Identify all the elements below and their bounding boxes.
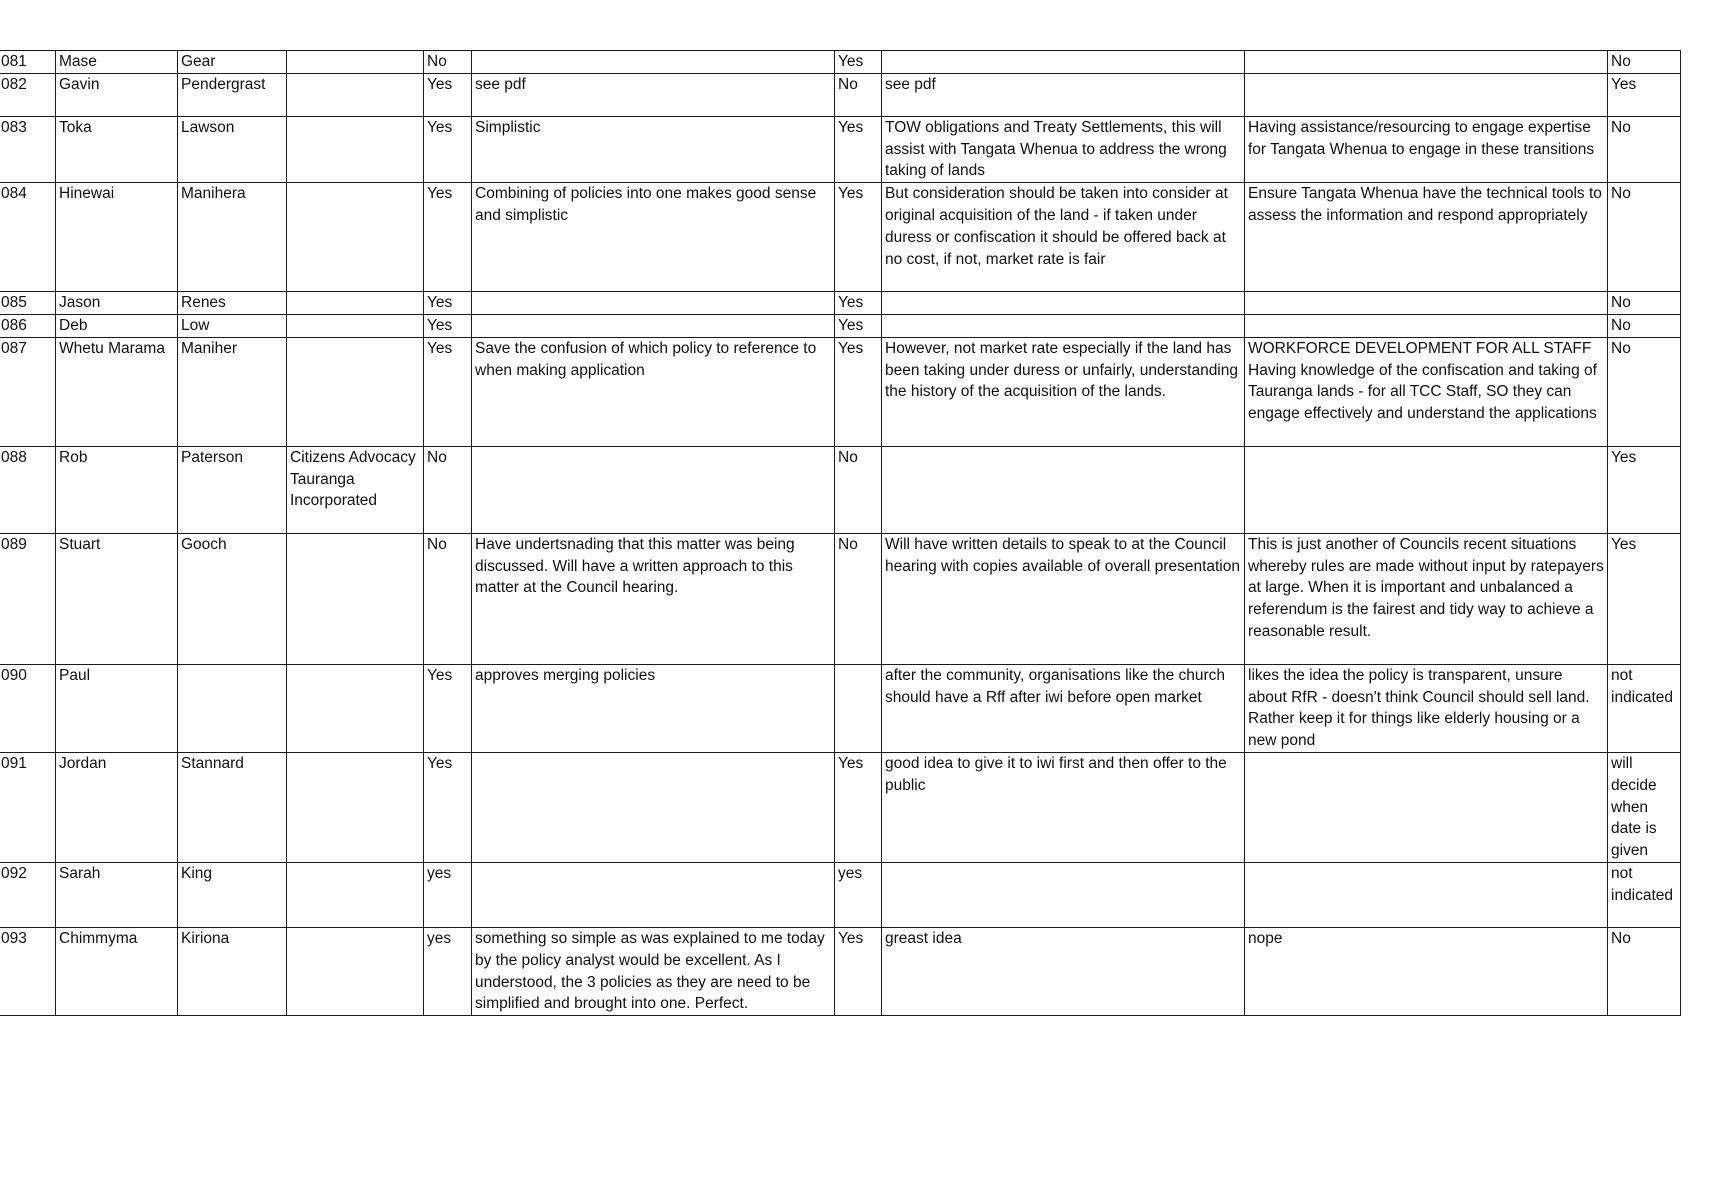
q2-answer-cell: No: [835, 533, 882, 664]
q3-comment-cell: [1245, 73, 1608, 116]
q3-comment-cell: [1245, 51, 1608, 74]
last-name-cell: Stannard: [178, 752, 287, 862]
first-name-cell: Paul: [56, 664, 178, 752]
q3-comment-cell: [1245, 862, 1608, 927]
q2-answer-cell: Yes: [835, 116, 882, 182]
q1-comment-cell: [472, 314, 835, 337]
table-row: [0, 314, 1681, 337]
last-name-cell: Gooch: [178, 533, 287, 664]
q1-answer-cell: No: [424, 446, 472, 533]
q1-answer-cell: Yes: [424, 73, 472, 116]
q3-comment-cell: nope: [1245, 927, 1608, 1015]
organisation-cell: [287, 51, 424, 74]
speak-at-hearing-cell: Yes: [1608, 73, 1681, 116]
first-name-cell: Chimmyma: [56, 927, 178, 1015]
speak-at-hearing-cell: Yes: [1608, 446, 1681, 533]
q2-comment-cell: [882, 446, 1245, 533]
last-name-cell: Manihera: [178, 183, 287, 292]
q1-comment-cell: Have undertsnading that this matter was being discussed. Will have a written approach to this matter at the Council hearing.: [472, 533, 835, 664]
q1-comment-cell: something so simple as was explained to me today by the policy analyst would be excellent. As I understood, the 3 policies as they are need to be simplified and brought into one. Perfect.: [472, 927, 835, 1015]
last-name-cell: Gear: [178, 51, 287, 74]
q1-answer-cell: yes: [424, 862, 472, 927]
organisation-cell: [287, 183, 424, 292]
q2-comment-cell: see pdf: [882, 73, 1245, 116]
submitter-id-cell: 082: [0, 73, 56, 116]
organisation-cell: [287, 927, 424, 1015]
q2-answer-cell: No: [835, 73, 882, 116]
last-name-cell: Lawson: [178, 116, 287, 182]
q3-comment-cell: [1245, 314, 1608, 337]
first-name-cell: Whetu Marama: [56, 337, 178, 446]
q2-answer-cell: [835, 664, 882, 752]
table-row: [0, 116, 1681, 182]
q3-comment-cell: [1245, 446, 1608, 533]
table-row: [0, 73, 1681, 116]
submitter-id-cell: 090: [0, 664, 56, 752]
first-name-cell: Rob: [56, 446, 178, 533]
q2-comment-cell: [882, 314, 1245, 337]
first-name-cell: Hinewai: [56, 183, 178, 292]
q1-comment-cell: approves merging policies: [472, 664, 835, 752]
table-row: [0, 752, 1681, 862]
speak-at-hearing-cell: No: [1608, 337, 1681, 446]
submissions-table: [0, 50, 1681, 1016]
q3-comment-cell: WORKFORCE DEVELOPMENT FOR ALL STAFF Having knowledge of the confiscation and taking of Tauranga lands - for all TCC Staff, SO they can engage effectively and understand the applications: [1245, 337, 1608, 446]
first-name-cell: Sarah: [56, 862, 178, 927]
q1-comment-cell: [472, 446, 835, 533]
speak-at-hearing-cell: not indicated: [1608, 664, 1681, 752]
submitter-id-cell: 083: [0, 116, 56, 182]
q2-answer-cell: Yes: [835, 752, 882, 862]
q1-comment-cell: [472, 292, 835, 315]
submitter-id-cell: 084: [0, 183, 56, 292]
speak-at-hearing-cell: No: [1608, 292, 1681, 315]
q3-comment-cell: Ensure Tangata Whenua have the technical tools to assess the information and respond appropriately: [1245, 183, 1608, 292]
q1-answer-cell: Yes: [424, 183, 472, 292]
q2-answer-cell: Yes: [835, 337, 882, 446]
speak-at-hearing-cell: No: [1608, 116, 1681, 182]
q1-answer-cell: Yes: [424, 292, 472, 315]
last-name-cell: Pendergrast: [178, 73, 287, 116]
submitter-id-cell: 092: [0, 862, 56, 927]
q2-comment-cell: [882, 51, 1245, 74]
submitter-id-cell: 088: [0, 446, 56, 533]
organisation-cell: [287, 292, 424, 315]
q2-comment-cell: However, not market rate especially if the land has been taking under duress or unfairly, understanding the history of the acquisition of the lands.: [882, 337, 1245, 446]
q1-comment-cell: [472, 752, 835, 862]
q1-answer-cell: Yes: [424, 664, 472, 752]
q1-comment-cell: [472, 51, 835, 74]
q2-answer-cell: No: [835, 446, 882, 533]
speak-at-hearing-cell: will decide when date is given: [1608, 752, 1681, 862]
q1-comment-cell: Combining of policies into one makes good sense and simplistic: [472, 183, 835, 292]
q2-comment-cell: Will have written details to speak to at the Council hearing with copies available of overall presentation: [882, 533, 1245, 664]
q2-answer-cell: yes: [835, 862, 882, 927]
organisation-cell: [287, 664, 424, 752]
q2-comment-cell: [882, 292, 1245, 315]
first-name-cell: Deb: [56, 314, 178, 337]
q2-comment-cell: after the community, organisations like the church should have a Rff after iwi before open market: [882, 664, 1245, 752]
q2-comment-cell: good idea to give it to iwi first and then offer to the public: [882, 752, 1245, 862]
q3-comment-cell: Having assistance/resourcing to engage expertise for Tangata Whenua to engage in these transitions: [1245, 116, 1608, 182]
submitter-id-cell: 081: [0, 51, 56, 74]
first-name-cell: Mase: [56, 51, 178, 74]
table-row: [0, 337, 1681, 446]
organisation-cell: [287, 533, 424, 664]
submitter-id-cell: 087: [0, 337, 56, 446]
q1-answer-cell: Yes: [424, 752, 472, 862]
last-name-cell: Kiriona: [178, 927, 287, 1015]
q2-answer-cell: Yes: [835, 183, 882, 292]
submitter-id-cell: 089: [0, 533, 56, 664]
table-row: [0, 446, 1681, 533]
table-row: [0, 292, 1681, 315]
q1-answer-cell: Yes: [424, 314, 472, 337]
q2-comment-cell: TOW obligations and Treaty Settlements, this will assist with Tangata Whenua to address the wrong taking of lands: [882, 116, 1245, 182]
last-name-cell: Renes: [178, 292, 287, 315]
organisation-cell: [287, 752, 424, 862]
speak-at-hearing-cell: No: [1608, 183, 1681, 292]
organisation-cell: [287, 862, 424, 927]
q2-comment-cell: greast idea: [882, 927, 1245, 1015]
q1-comment-cell: [472, 862, 835, 927]
q3-comment-cell: likes the idea the policy is transparent, unsure about RfR - doesn't think Council should sell land. Rather keep it for things like elderly housing or a new pond: [1245, 664, 1608, 752]
submitter-id-cell: 086: [0, 314, 56, 337]
table-row: [0, 862, 1681, 927]
speak-at-hearing-cell: No: [1608, 51, 1681, 74]
first-name-cell: Toka: [56, 116, 178, 182]
organisation-cell: [287, 314, 424, 337]
submitter-id-cell: 085: [0, 292, 56, 315]
q2-comment-cell: But consideration should be taken into consider at original acquisition of the land - if taken under duress or confiscation it should be offered back at no cost, if not, market rate is fair: [882, 183, 1245, 292]
table-row: [0, 533, 1681, 664]
organisation-cell: [287, 116, 424, 182]
submitter-id-cell: 093: [0, 927, 56, 1015]
organisation-cell: Citizens Advocacy Tauranga Incorporated: [287, 446, 424, 533]
q2-answer-cell: Yes: [835, 927, 882, 1015]
q2-comment-cell: [882, 862, 1245, 927]
table-row: [0, 183, 1681, 292]
organisation-cell: [287, 337, 424, 446]
organisation-cell: [287, 73, 424, 116]
table-row: [0, 664, 1681, 752]
table-row: [0, 927, 1681, 1015]
first-name-cell: Gavin: [56, 73, 178, 116]
q3-comment-cell: This is just another of Councils recent situations whereby rules are made without input by ratepayers at large. When it is important and unbalanced a referendum is the fairest and tidy way to achieve a reasonable result.: [1245, 533, 1608, 664]
q1-answer-cell: yes: [424, 927, 472, 1015]
q2-answer-cell: Yes: [835, 292, 882, 315]
q2-answer-cell: Yes: [835, 51, 882, 74]
speak-at-hearing-cell: No: [1608, 314, 1681, 337]
q3-comment-cell: [1245, 752, 1608, 862]
speak-at-hearing-cell: Yes: [1608, 533, 1681, 664]
q1-answer-cell: No: [424, 51, 472, 74]
last-name-cell: King: [178, 862, 287, 927]
last-name-cell: Maniher: [178, 337, 287, 446]
q1-comment-cell: Simplistic: [472, 116, 835, 182]
last-name-cell: [178, 664, 287, 752]
first-name-cell: Jordan: [56, 752, 178, 862]
last-name-cell: Paterson: [178, 446, 287, 533]
q2-answer-cell: Yes: [835, 314, 882, 337]
q1-comment-cell: Save the confusion of which policy to reference to when making application: [472, 337, 835, 446]
submissions-sheet: [0, 50, 1681, 1016]
q1-answer-cell: Yes: [424, 337, 472, 446]
q1-answer-cell: No: [424, 533, 472, 664]
q1-answer-cell: Yes: [424, 116, 472, 182]
first-name-cell: Stuart: [56, 533, 178, 664]
table-row: [0, 51, 1681, 74]
submitter-id-cell: 091: [0, 752, 56, 862]
last-name-cell: Low: [178, 314, 287, 337]
speak-at-hearing-cell: not indicated: [1608, 862, 1681, 927]
first-name-cell: Jason: [56, 292, 178, 315]
q1-comment-cell: see pdf: [472, 73, 835, 116]
speak-at-hearing-cell: No: [1608, 927, 1681, 1015]
q3-comment-cell: [1245, 292, 1608, 315]
